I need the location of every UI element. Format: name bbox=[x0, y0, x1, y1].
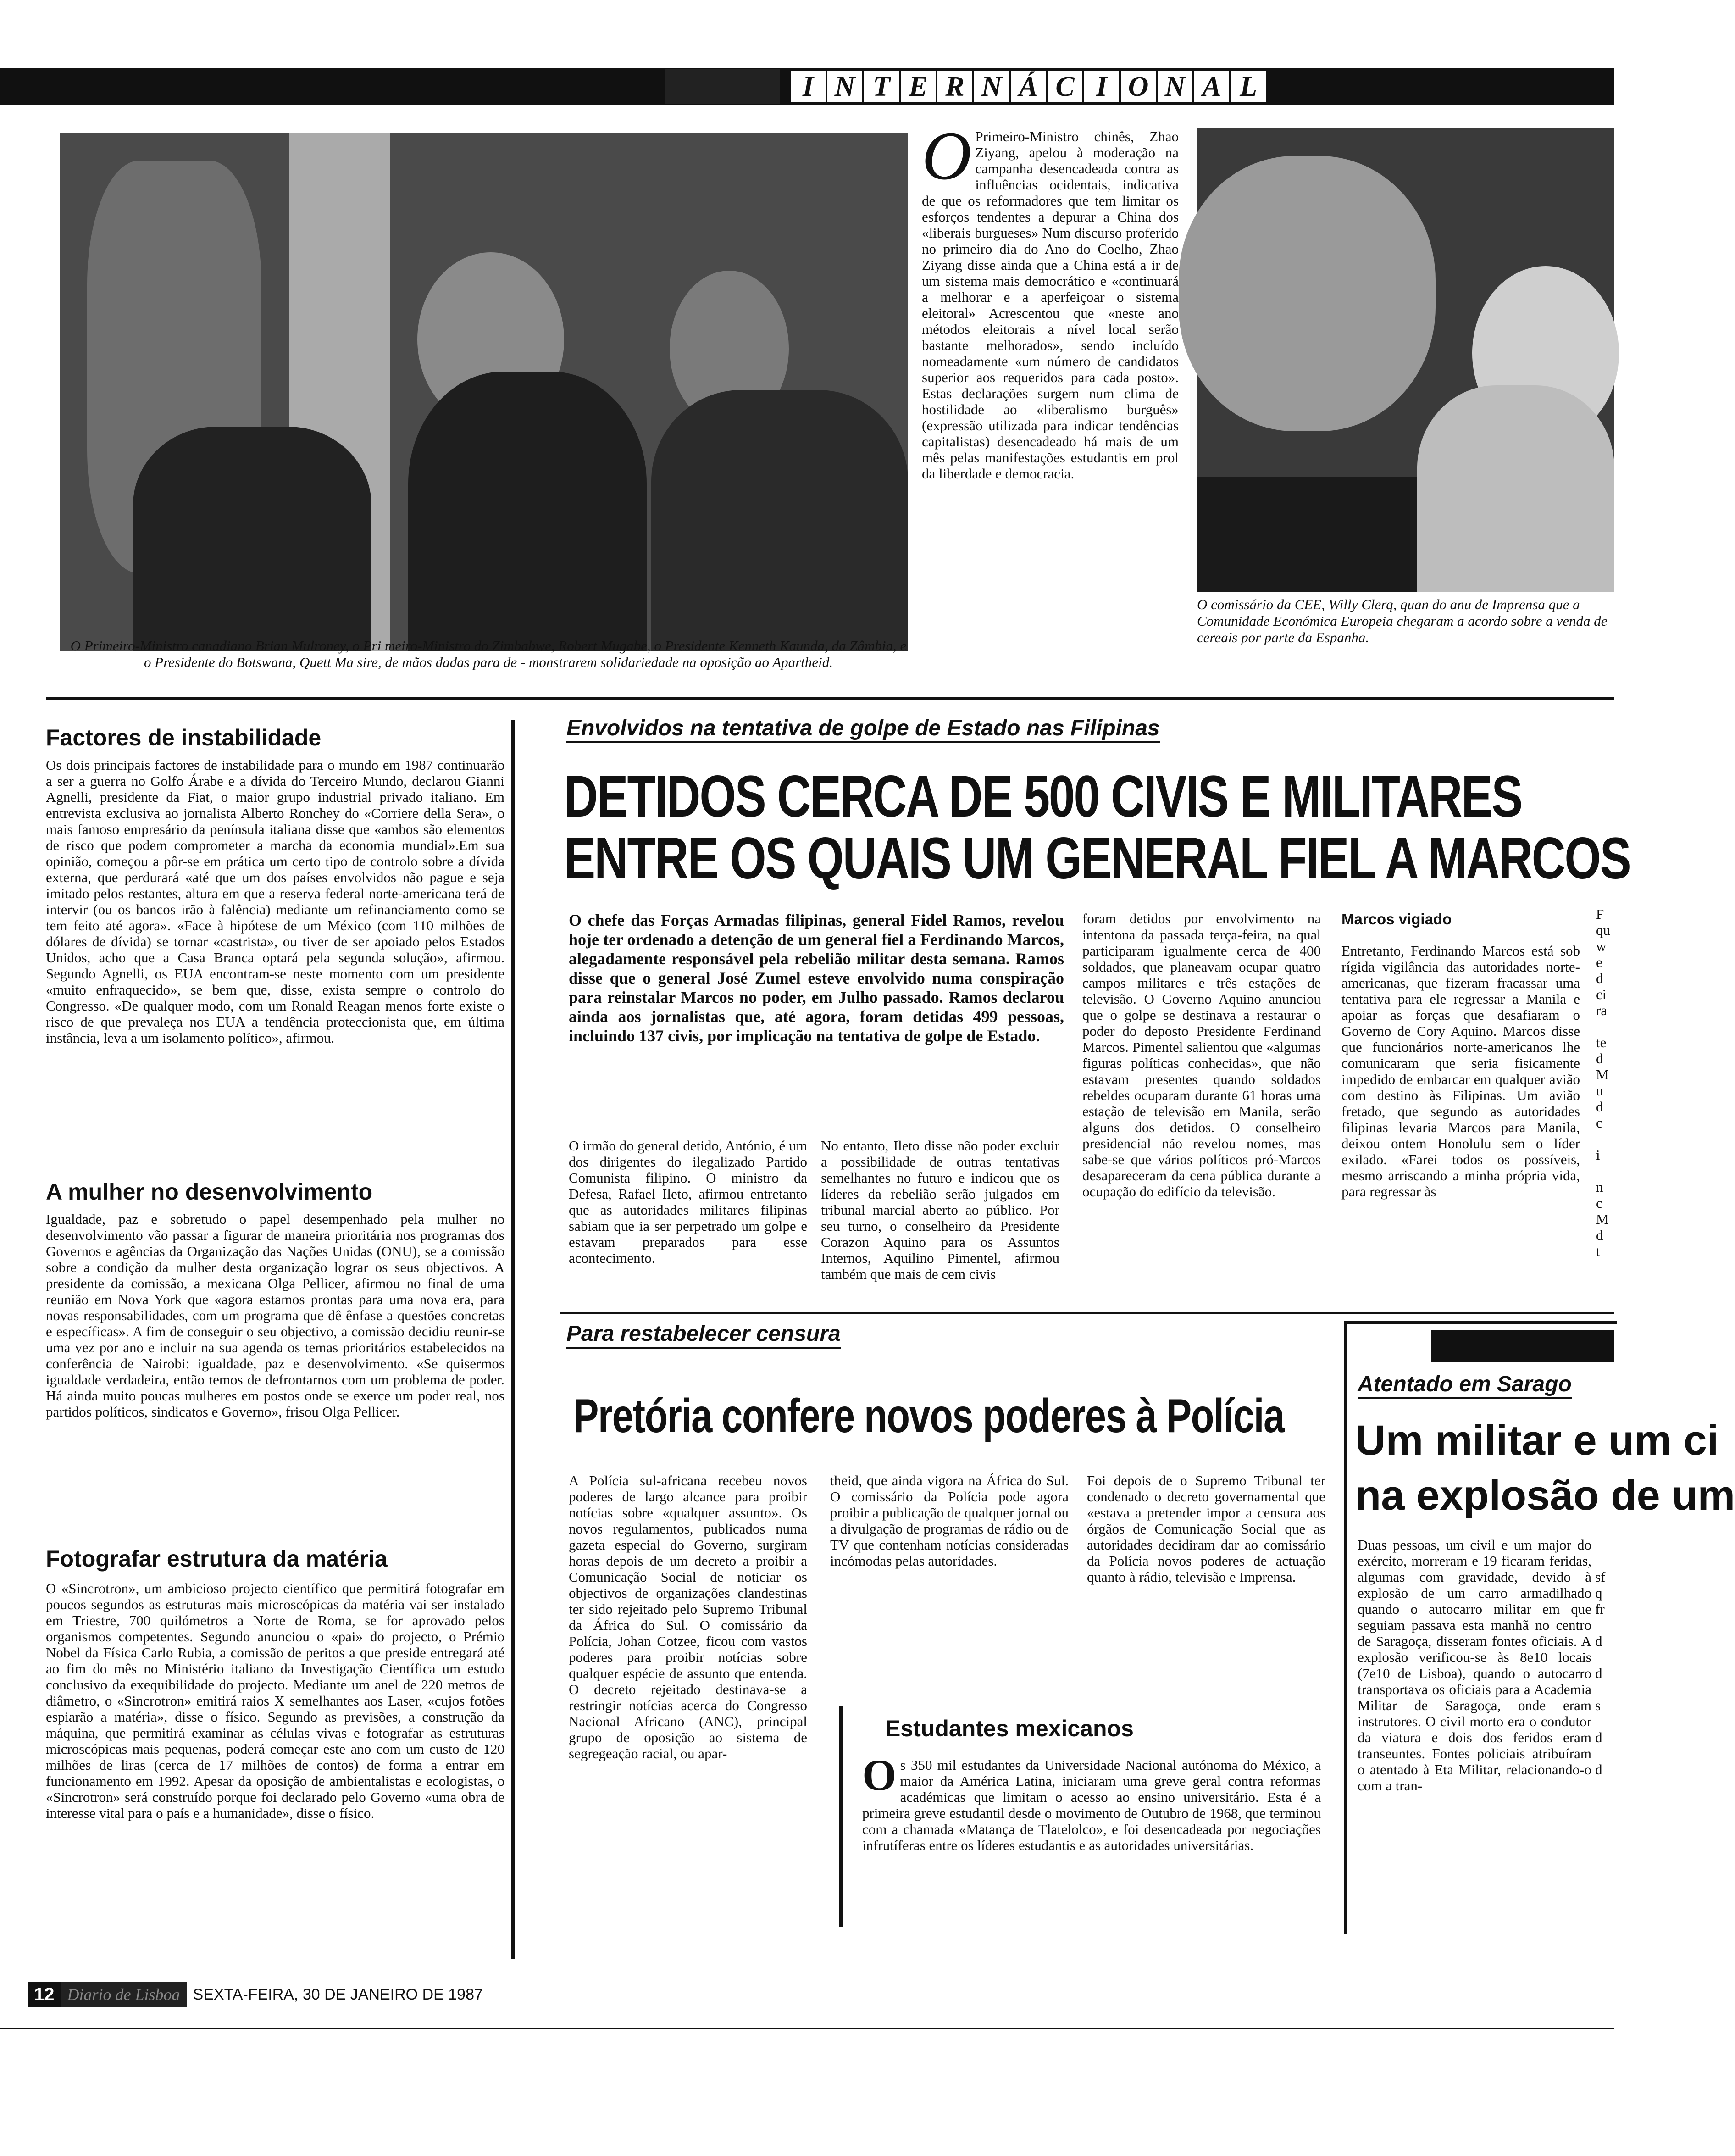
estudantes-text: s 350 mil estudantes da Universidade Nacional autónoma do México, a maior da América Latina, iniciaram uma greve geral contra reformas académicas que limitam o acesso ao ensino universitário. Esta é a primeira greve estudantil desde o movimento de Outubro de 1968, que terminou com a chamada «Matança de Tlatelolco», e foi desencadeada por negociações infrutíferas entre os líderes estudantis e as autoridades universitárias. bbox=[862, 1757, 1321, 1853]
divider bbox=[560, 1312, 1614, 1314]
section-letter: N bbox=[972, 69, 1011, 104]
filipinas-headline-2: ENTRE OS QUAIS UM GENERAL FIEL A MARCOS bbox=[564, 826, 1630, 891]
saragoca-bar bbox=[1431, 1330, 1614, 1362]
divider bbox=[46, 697, 1614, 700]
edge-fragment-bottom: sf q fr d d s d d bbox=[1595, 1569, 1606, 1778]
saragoca-headline-1: Um militar e um ci bbox=[1355, 1417, 1719, 1464]
page-footer bbox=[28, 1982, 483, 2007]
filipinas-col-d: Entretanto, Ferdinando Marcos está sob rígida vigilância das autoridades norte-americanas, que fizeram fracassar uma tentativa para ele regressar a Manila e apoiar as forças que desafiaram o Governo de Cory Aquino. Marcos disse que funcionários norte-americanos lhe comunicaram que seria fisicamente impedido de embarcar em qualquer avião com destino às Filipinas. Um avião fretado, que segundo as autoridades filipinas levaria Marcos para Manila, deixou ontem Honolulu sem o líder exilado. «Farei todos os possíveis, mesmo arriscando a minha própria vida, para regressar às bbox=[1341, 943, 1580, 1200]
estudantes-title: Estudantes mexicanos bbox=[885, 1716, 1134, 1741]
sincrotron-text: O «Sincrotron», um ambicioso projecto científico que permitirá fotografar em poucos segundos as estruturas mais microscópicas da matéria vai ser instalado em Triestre, 700 quilómetros a Norte de Roma, se for aprovado pelos organismos competentes. Segundo anunciou o «pai» do projecto, o Prémio Nobel da Física Carlo Rubia, a comissão de peritos a que preside entregará até ao fim do mês no Ministério italiano da Investigação Científica um estudo conclusivo da exequibilidade do projecto. Mediante um anel de 220 metros de diâmetro, o «Sincrotron» emitirá raios X semelhantes aos Laser, «cujos fotões espiarão a matéria», disse o físico. Segundo as previsões, a construção da máquina, que permitirá examinar as células vivas e fotografar as estruturas microscópicas mais pequenas, poderá começar este ano com um custo de 120 milhões de liras (cerca de 17 milhões de contos) de forma a entrar em funcionamento em 1992. Apesar da oposição de ambientalistas e ecologistas, o «Sincrotron» será construído porque foi declarado pelo Governo «uma obra de interesse vital para o país e a humanidade», disse o físico. bbox=[46, 1580, 504, 1821]
pretoria-kicker: Para restabelecer censura bbox=[566, 1321, 841, 1349]
section-letter: I bbox=[789, 69, 827, 104]
section-letter: O bbox=[1119, 69, 1158, 104]
dropcap: O bbox=[922, 118, 972, 194]
divider bbox=[0, 2028, 1614, 2029]
zhao-text: Primeiro-Ministro chinês, Zhao Ziyang, apelou à moderação na campanha desencadeada contra as influências ocidentais, indicativa de que os reformadores que tem limitar os esforços tendentes a depurar a China dos «liberais burgueses» Num discurso proferido no primeiro dia do Ano do Coelho, Zhao Ziyang disse ainda que a China está a ir de um sistema mais democrático e «continuará a melhorar e a aperfeiçoar o sistema eleitoral» Acrescentou que «neste ano métodos eleitorais a nível local serão bastante melhorados», sendo incluído nomeadamente «um número de candidatos superior aos requeridos para cada posto». Estas declarações surgem num clima de hostilidade ao «liberalismo burguês» (expressão utilizada para indicar tendências capitalistas) desencadeado há mais de um mês pelas manifestações estudantis em prol da liberdade e democracia. bbox=[922, 128, 1179, 482]
section-title bbox=[789, 69, 1266, 104]
column-rule bbox=[839, 1706, 843, 1927]
section-letter: R bbox=[936, 69, 974, 104]
filipinas-col-a: O irmão do general detido, António, é um dos dirigentes do ilegalizado Partido Comunista filipino. O ministro da Defesa, Rafael Ileto, afirmou entretanto que as autoridades militares filipinas sabiam que ia ser perpetrado um golpe e estavam preparados para esse acontecimento. bbox=[569, 1138, 807, 1266]
section-letter: N bbox=[826, 69, 864, 104]
caption-clerq: O comissário da CEE, Willy Clerq, quan do anu de Imprensa que a Comunidade Económica Europeia chegaram a acordo sobre a venda de cereais por parte da Espanha. bbox=[1197, 596, 1608, 645]
column-rule bbox=[511, 720, 515, 1959]
pretoria-col-a: A Polícia sul-africana recebeu novos poderes de largo alcance para proibir notícias sobre «qualquer assunto». Os novos regulamentos, publicados numa gazeta especial do Governo, surgiram horas depois de um decreto a proibir a Comunicação Social de noticiar os objectivos de organizações clandestinas ter sido rejeitado pelo Supremo Tribunal da África do Sul. O comissário da Polícia, Johan Cotzee, ficou com vastos poderes para proibir notícias sobre qualquer espécie de assunto que entenda. O decreto rejeitado destinava-se a restringir notícias acerca do Congresso Nacional Africano (ANC), principal grupo de oposição ao sistema de segregeação racial, ou apar- bbox=[569, 1473, 807, 1761]
pretoria-col-b: theid, que ainda vigora na África do Sul. O comissário da Polícia pode agora proibir a publicação de qualquer jornal ou a divulgação de programas de rádio ou de TV que contenham notícias consideradas incómodas pelas autoridades. bbox=[830, 1473, 1069, 1569]
page-number: 12 bbox=[28, 1982, 61, 2007]
mulher-title: A mulher no desenvolvimento bbox=[46, 1179, 373, 1205]
section-letter: Á bbox=[1009, 69, 1048, 104]
filipinas-lead: O chefe das Forças Armadas filipinas, general Fidel Ramos, revelou hoje ter ordenado a detenção de um general fiel a Ferdinando Marcos, alegadamente responsável pela rebelião militar desta semana. Ramos disse que o general José Zumel esteve envolvido numa conspiração para reinstalar Marcos no poder, em Julho passado. Ramos declarou ainda aos jornalistas que, até agora, foram detidas 499 pessoas, incluindo 137 civis, por implicação na tentativa de golpe de Estado. bbox=[569, 911, 1064, 1045]
sincrotron-title: Fotografar estrutura da matéria bbox=[46, 1546, 388, 1572]
section-letter: A bbox=[1192, 69, 1231, 104]
filipinas-col-c: foram detidos por envolvimento na intentona da passada terça-feira, na qual participaram igualmente cerca de 400 soldados, que planeavam ocupar quatro campos militares e três estações de televisão. O Governo Aquino anunciou que o golpe se destinava a restaurar o poder do deposto Presidente Ferdinand Marcos. Pimentel salientou que «algumas figuras políticas conhecidas», que não estavam presentes quando soldados rebeldes ocuparam durante 61 horas uma estação de televisão em Manila, serão alguns dos detidos. O conselheiro presidencial não revelou nomes, mas sabe-se que vários políticos pró-Marcos desapareceram da cena pública durante a ocupação do edifício da televisão. bbox=[1082, 911, 1321, 1200]
filipinas-col-b: No entanto, Ileto disse não poder excluir a possibilidade de outras tentativas semelhantes no futuro e indicou que os líderes da rebelião serão julgados em tribunal marcial aberto ao público. Por seu turno, o conselheiro da Presidente Corazon Aquino para os Assuntos Internos, Aquilino Pimentel, afirmou também que mais de cem civis bbox=[821, 1138, 1059, 1282]
section-letter: T bbox=[862, 69, 901, 104]
section-letter: L bbox=[1229, 69, 1268, 104]
photo-leaders bbox=[60, 133, 908, 651]
zhao-article bbox=[922, 118, 1179, 482]
masthead-emblem bbox=[665, 69, 780, 104]
pretoria-col-c: Foi depois de o Supremo Tribunal ter condenado o decreto governamental que «estava a pretender impor a censura aos órgãos de Comunicação Social que as autoridades decidiram dar ao comissário da Polícia novos poderes de actuação quanto à rádio, televisão e Imprensa. bbox=[1087, 1473, 1325, 1585]
page-date: SEXTA-FEIRA, 30 DE JANEIRO DE 1987 bbox=[193, 1985, 483, 2003]
saragoca-text: Duas pessoas, um civil e um major do exército, morreram e 19 ficaram feridas, algumas com gravidade, devido à explosão de um carro armadilhado quando o autocarro militar em que seguiam passava esta manhã no centro de Saragoça, disseram fontes oficiais. A explosão verificou-se às 8e10 locais (7e10 de Lisboa), quando o autocarro transportava os oficiais para a Academia Militar de Saragoça, onde eram instrutores. O civil morto era o condutor da viatura e dois dos feridos eram transeuntes. Fontes policiais atribuíram o atentado à Eta Militar, relacionando-o com a tran- bbox=[1358, 1537, 1591, 1794]
filipinas-kicker: Envolvidos na tentativa de golpe de Estado nas Filipinas bbox=[566, 716, 1160, 743]
mulher-text: Igualdade, paz e sobretudo o papel desempenhado pela mulher no desenvolvimento vão passar a figurar de maneira prioritária nos programas dos Governos e agências da Organização das Nações Unidas (ONU), se a comissão sobre a condição da mulher desta organização lograr os seus objectivos. A presidente da comissão, a mexicana Olga Pellicer, afirmou no final de uma reunião em Nova York que «agora estamos prontas para uma nova era, para novas responsabilidades, com um programa que dê ênfase a questões concretas e específicas». A fim de conseguir o seu objectivo, a comissão decidiu reunir-se uma vez por ano e incluir na sua agenda os temas prioritários estabelecidos na conferência de Nairobi: igualdade, paz e desenvolvimento. «Se quisermos igualdade verdadeira, então temos de defrontarnos com um problema de poder. Há ainda muito poucas mulheres em postos onde se exerce um poder real, nos partidos políticos, sindicatos e Governo», frisou Olga Pellicer. bbox=[46, 1211, 504, 1420]
factores-text: Os dois principais factores de instabilidade para o mundo em 1987 continuarão a ser a guerra no Golfo Árabe e a dívida do Terceiro Mundo, declarou Gianni Agnelli, presidente da Fiat, o maior grupo industrial privado italiano. Em entrevista exclusiva ao jornalista Alberto Ronchey do «Corriere della Sera», o mais famoso empresário da península italiana disse que «ambos são elementos de risco que podem comprometer a marcha da economia mundial».Em sua opinião, começou a pôr-se em prática um certo tipo de controlo sobre a dívida externa, que perdurará «até que um dos países envolvidos não pague e seja imitado pelos restantes, altura em que a reserva federal norte-americana terá de intervir (ou os bancos irão à falência) mediante um refinanciamento como se tem feito até agora». «Face à hipótese de um México (com 110 milhões de dólares de dívida) se tornar «castrista», ou tiver de ser apoiado pelos Estados Unidos, acho que a Casa Branca optará pela segunda solução», afirmou. Segundo Agnelli, os EUA encontram-se neste momento com um presidente «muito enfraquecido», se bem que, disse, exista sempre o controlo do Congresso. «De qualquer modo, com um Ronald Reagan menos forte existe o risco de que prevaleça nos EUA a tendência proteccionista que, em última instância, leva a um isolamento político», afirmou. bbox=[46, 757, 504, 1046]
saragoca-kicker: Atentado em Sarago bbox=[1358, 1372, 1572, 1399]
section-letter: N bbox=[1156, 69, 1194, 104]
pretoria-headline: Pretória confere novos poderes à Polícia bbox=[573, 1389, 1284, 1443]
section-letter: I bbox=[1082, 69, 1121, 104]
saragoca-headline-2: na explosão de um bbox=[1355, 1472, 1735, 1519]
estudantes-article bbox=[862, 1750, 1321, 1853]
edge-fragment-top: F qu w e d ci ra te d M u d c i n c M d t bbox=[1596, 906, 1610, 1259]
newspaper-logo: Diario de Lisboa bbox=[61, 1982, 187, 2007]
photo-clerq bbox=[1197, 128, 1614, 592]
section-letter: C bbox=[1046, 69, 1084, 104]
caption-leaders: O Primeiro-Ministro canadiano Brian Mulroney, o Pri meiro-Ministro do Zimbabwe, Robert Mugabe, o Presidente Kenneth Kaunda, da Zâmbia, e o Presidente do Botswana, Quett Ma sire, de mãos dadas para de - monstrarem solidariedade na oposição ao Apartheid. bbox=[70, 638, 907, 670]
filipinas-headline-1: DETIDOS CERCA DE 500 CIVIS E MILITARES bbox=[564, 764, 1522, 829]
factores-title: Factores de instabilidade bbox=[46, 725, 322, 750]
section-letter: E bbox=[899, 69, 937, 104]
dropcap: O bbox=[862, 1750, 897, 1800]
marcos-subhead: Marcos vigiado bbox=[1341, 911, 1452, 928]
